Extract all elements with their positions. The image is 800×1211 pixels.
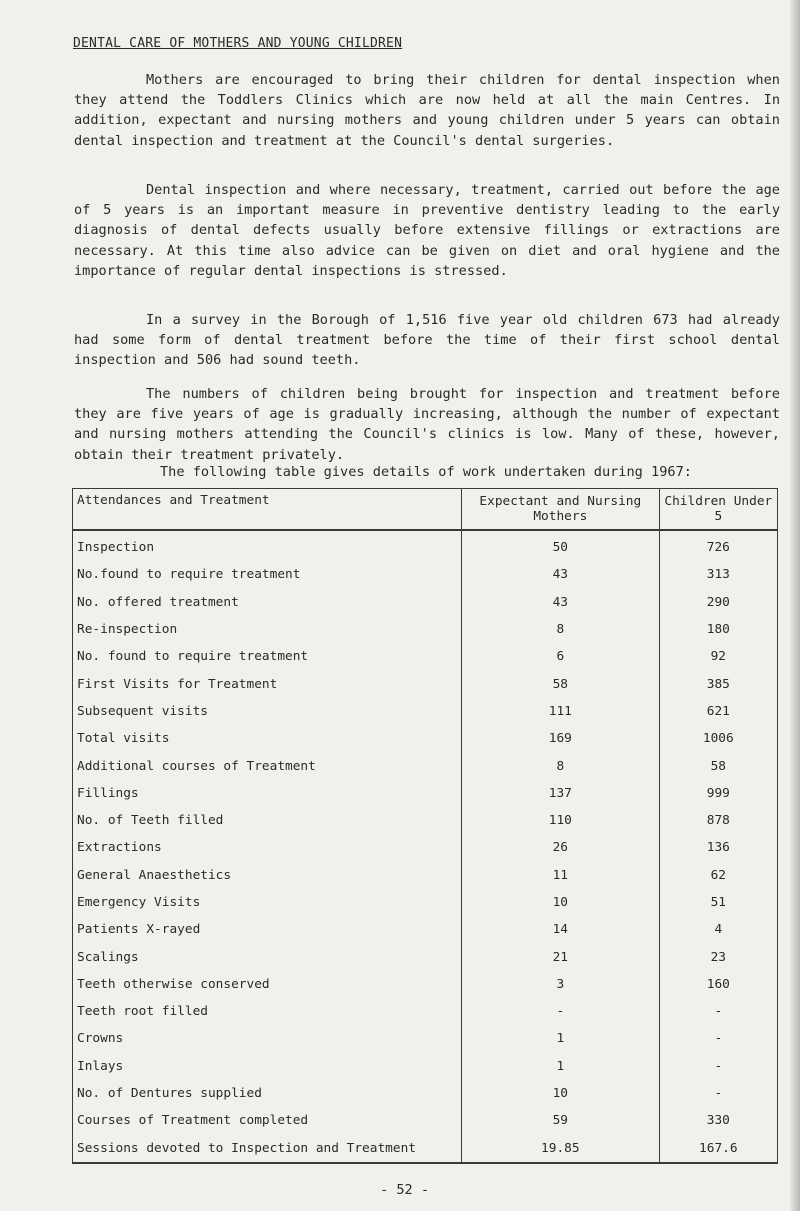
row-mothers-value: 6 (462, 643, 660, 670)
paragraph-1: Mothers are encouraged to bring their children for dental inspection when they attend the Toddlers Clinics which are now held at all the main Centres. In addition, expectant and nursing mothers and young children under 5 years can obtain dental inspection and treatment at the Council's dental surgeries. (74, 72, 780, 149)
header-children: Children Under 5 (659, 489, 777, 531)
row-mothers-value: 1 (462, 1025, 660, 1052)
row-children-value: 51 (659, 889, 777, 916)
row-label: Subsequent visits (73, 698, 462, 725)
table-row (73, 698, 778, 725)
table-row (73, 752, 778, 779)
table-body (73, 530, 778, 1163)
table-row (73, 916, 778, 943)
row-label: Extractions (73, 834, 462, 861)
table-row (73, 1053, 778, 1080)
row-mothers-value: 10 (462, 1080, 660, 1107)
row-children-value: 180 (659, 616, 777, 643)
row-mothers-value: - (462, 998, 660, 1025)
row-children-value: 4 (659, 916, 777, 943)
page-heading: DENTAL CARE OF MOTHERS AND YOUNG CHILDREN (73, 36, 403, 51)
table-row (73, 834, 778, 861)
row-mothers-value: 21 (462, 943, 660, 970)
row-label: Re-inspection (73, 616, 462, 643)
row-mothers-value: 43 (462, 589, 660, 616)
row-children-value: 726 (659, 530, 777, 561)
row-children-value: 62 (659, 862, 777, 889)
row-mothers-value: 19.85 (462, 1135, 660, 1163)
row-children-value: 385 (659, 670, 777, 697)
row-mothers-value: 3 (462, 971, 660, 998)
row-mothers-value: 137 (462, 780, 660, 807)
table-row (73, 971, 778, 998)
table-row (73, 998, 778, 1025)
row-children-value: - (659, 1080, 777, 1107)
table-row (73, 643, 778, 670)
row-label: No. found to require treatment (73, 643, 462, 670)
row-label: General Anaesthetics (73, 862, 462, 889)
row-children-value: 160 (659, 971, 777, 998)
table-row (73, 616, 778, 643)
row-label: Patients X-rayed (73, 916, 462, 943)
row-mothers-value: 26 (462, 834, 660, 861)
row-children-value: 167.6 (659, 1135, 777, 1163)
table-caption: The following table gives details of work undertaken during 1967: (160, 464, 692, 480)
table-row (73, 1080, 778, 1107)
row-children-value: 290 (659, 589, 777, 616)
row-label: Teeth root filled (73, 998, 462, 1025)
table-row (73, 561, 778, 588)
row-label: First Visits for Treatment (73, 670, 462, 697)
row-children-value: 878 (659, 807, 777, 834)
row-label: Scalings (73, 943, 462, 970)
table-row (73, 943, 778, 970)
table-row (73, 1135, 778, 1163)
paragraph-4: The numbers of children being brought for inspection and treatment before they are five years of age is gradually increasing, although the number of expectant and nursing mothers attending the Council's clinics is low. Many of these, however, obtain their treatment privately. (74, 386, 780, 463)
row-children-value: 92 (659, 643, 777, 670)
row-mothers-value: 8 (462, 752, 660, 779)
table-row (73, 670, 778, 697)
table-row (73, 807, 778, 834)
row-mothers-value: 169 (462, 725, 660, 752)
row-mothers-value: 43 (462, 561, 660, 588)
table-row (73, 862, 778, 889)
row-label: Additional courses of Treatment (73, 752, 462, 779)
row-label: Sessions devoted to Inspection and Treatment (73, 1135, 462, 1163)
row-children-value: - (659, 1053, 777, 1080)
row-children-value: 136 (659, 834, 777, 861)
row-label: No. offered treatment (73, 589, 462, 616)
work-table (72, 488, 778, 1164)
row-children-value: - (659, 998, 777, 1025)
row-label: Inspection (73, 530, 462, 561)
page-number: - 52 - (380, 1182, 430, 1198)
row-mothers-value: 14 (462, 916, 660, 943)
row-label: Fillings (73, 780, 462, 807)
row-children-value: 1006 (659, 725, 777, 752)
paragraph-2: Dental inspection and where necessary, treatment, carried out before the age of 5 years is an important measure in preventive dentistry leading to the early diagnosis of dental defects usually before extensive fillings or extractions are necessary. At this time also advice can be given on diet and oral hygiene and the importance of regular dental inspections is stressed. (74, 182, 780, 279)
table-row (73, 1025, 778, 1052)
row-label: Teeth otherwise conserved (73, 971, 462, 998)
row-children-value: 313 (659, 561, 777, 588)
table-row (73, 889, 778, 916)
row-mothers-value: 58 (462, 670, 660, 697)
row-mothers-value: 50 (462, 530, 660, 561)
row-mothers-value: 59 (462, 1107, 660, 1134)
table-row (73, 780, 778, 807)
row-label: Inlays (73, 1053, 462, 1080)
row-children-value: 58 (659, 752, 777, 779)
row-mothers-value: 11 (462, 862, 660, 889)
table-row (73, 725, 778, 752)
header-attendances: Attendances and Treatment (73, 489, 462, 531)
table-row (73, 530, 778, 561)
row-mothers-value: 111 (462, 698, 660, 725)
row-label: Courses of Treatment completed (73, 1107, 462, 1134)
row-children-value: 999 (659, 780, 777, 807)
row-mothers-value: 8 (462, 616, 660, 643)
row-label: Crowns (73, 1025, 462, 1052)
row-children-value: 330 (659, 1107, 777, 1134)
row-label: Emergency Visits (73, 889, 462, 916)
row-mothers-value: 1 (462, 1053, 660, 1080)
row-mothers-value: 10 (462, 889, 660, 916)
row-children-value: 23 (659, 943, 777, 970)
row-label: No. of Teeth filled (73, 807, 462, 834)
table-row (73, 589, 778, 616)
table-header-row (73, 489, 778, 531)
row-label: No. of Dentures supplied (73, 1080, 462, 1107)
row-children-value: - (659, 1025, 777, 1052)
page-edge-shadow (790, 0, 800, 1211)
row-children-value: 621 (659, 698, 777, 725)
row-label: No.found to require treatment (73, 561, 462, 588)
table-row (73, 1107, 778, 1134)
paragraph-3: In a survey in the Borough of 1,516 five year old children 673 had already had some form of dental treatment before the time of their first school dental inspection and 506 had sound teeth. (74, 312, 780, 369)
row-label: Total visits (73, 725, 462, 752)
row-mothers-value: 110 (462, 807, 660, 834)
header-mothers: Expectant and Nursing Mothers (462, 489, 660, 531)
